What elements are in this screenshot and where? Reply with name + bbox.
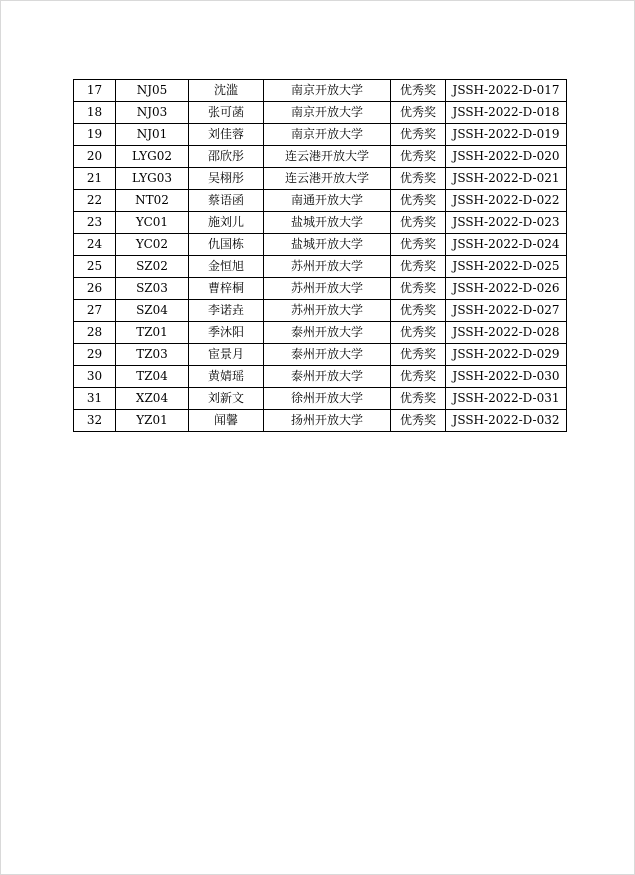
cell-no: 27: [74, 300, 116, 322]
cell-cert: JSSH-2022-D-026: [446, 278, 567, 300]
cell-award: 优秀奖: [391, 234, 446, 256]
cell-award: 优秀奖: [391, 102, 446, 124]
cell-award: 优秀奖: [391, 278, 446, 300]
cell-name: 刘新文: [189, 388, 264, 410]
cell-school: 泰州开放大学: [264, 322, 391, 344]
cell-school: 连云港开放大学: [264, 168, 391, 190]
cell-cert: JSSH-2022-D-032: [446, 410, 567, 432]
cell-code: YZ01: [116, 410, 189, 432]
cell-cert: JSSH-2022-D-017: [446, 80, 567, 102]
table-row: [74, 256, 567, 278]
table-row: [74, 212, 567, 234]
cell-award: 优秀奖: [391, 388, 446, 410]
cell-no: 25: [74, 256, 116, 278]
cell-school: 盐城开放大学: [264, 212, 391, 234]
cell-name: 施刘儿: [189, 212, 264, 234]
table-row: [74, 80, 567, 102]
cell-code: SZ04: [116, 300, 189, 322]
table-row: [74, 388, 567, 410]
table-row: [74, 124, 567, 146]
cell-school: 南京开放大学: [264, 80, 391, 102]
cell-cert: JSSH-2022-D-027: [446, 300, 567, 322]
cell-award: 优秀奖: [391, 80, 446, 102]
cell-code: NJ01: [116, 124, 189, 146]
award-table: [73, 79, 567, 432]
cell-code: SZ02: [116, 256, 189, 278]
cell-code: YC02: [116, 234, 189, 256]
cell-cert: JSSH-2022-D-028: [446, 322, 567, 344]
cell-name: 沈滥: [189, 80, 264, 102]
cell-code: LYG03: [116, 168, 189, 190]
cell-award: 优秀奖: [391, 300, 446, 322]
table-row: [74, 190, 567, 212]
cell-award: 优秀奖: [391, 146, 446, 168]
cell-award: 优秀奖: [391, 410, 446, 432]
cell-award: 优秀奖: [391, 344, 446, 366]
cell-school: 泰州开放大学: [264, 344, 391, 366]
cell-cert: JSSH-2022-D-031: [446, 388, 567, 410]
cell-name: 邵欣彤: [189, 146, 264, 168]
table-row: [74, 322, 567, 344]
table-row: [74, 366, 567, 388]
cell-no: 20: [74, 146, 116, 168]
cell-no: 29: [74, 344, 116, 366]
cell-award: 优秀奖: [391, 190, 446, 212]
table-row: [74, 410, 567, 432]
cell-no: 18: [74, 102, 116, 124]
cell-code: NT02: [116, 190, 189, 212]
cell-code: XZ04: [116, 388, 189, 410]
cell-school: 南通开放大学: [264, 190, 391, 212]
cell-cert: JSSH-2022-D-023: [446, 212, 567, 234]
cell-code: YC01: [116, 212, 189, 234]
cell-name: 刘佳蓉: [189, 124, 264, 146]
cell-cert: JSSH-2022-D-020: [446, 146, 567, 168]
cell-award: 优秀奖: [391, 366, 446, 388]
cell-cert: JSSH-2022-D-018: [446, 102, 567, 124]
cell-no: 28: [74, 322, 116, 344]
award-table-body: [74, 80, 567, 432]
cell-cert: JSSH-2022-D-021: [446, 168, 567, 190]
cell-name: 吴栩彤: [189, 168, 264, 190]
cell-name: 季沐阳: [189, 322, 264, 344]
cell-name: 蔡语函: [189, 190, 264, 212]
cell-name: 李诺垚: [189, 300, 264, 322]
cell-code: TZ01: [116, 322, 189, 344]
cell-no: 17: [74, 80, 116, 102]
cell-name: 张可菡: [189, 102, 264, 124]
cell-code: SZ03: [116, 278, 189, 300]
cell-cert: JSSH-2022-D-019: [446, 124, 567, 146]
cell-no: 23: [74, 212, 116, 234]
cell-name: 曹梓桐: [189, 278, 264, 300]
cell-cert: JSSH-2022-D-024: [446, 234, 567, 256]
cell-cert: JSSH-2022-D-022: [446, 190, 567, 212]
cell-school: 苏州开放大学: [264, 300, 391, 322]
cell-school: 盐城开放大学: [264, 234, 391, 256]
cell-cert: JSSH-2022-D-030: [446, 366, 567, 388]
cell-award: 优秀奖: [391, 168, 446, 190]
cell-no: 26: [74, 278, 116, 300]
cell-name: 仇国栋: [189, 234, 264, 256]
cell-no: 22: [74, 190, 116, 212]
table-row: [74, 146, 567, 168]
cell-award: 优秀奖: [391, 124, 446, 146]
cell-no: 19: [74, 124, 116, 146]
cell-name: 宦景月: [189, 344, 264, 366]
table-row: [74, 344, 567, 366]
table-row: [74, 278, 567, 300]
cell-code: NJ03: [116, 102, 189, 124]
cell-code: TZ03: [116, 344, 189, 366]
table-row: [74, 102, 567, 124]
table-row: [74, 234, 567, 256]
cell-cert: JSSH-2022-D-029: [446, 344, 567, 366]
cell-name: 黄婧瑶: [189, 366, 264, 388]
cell-no: 31: [74, 388, 116, 410]
cell-code: NJ05: [116, 80, 189, 102]
cell-cert: JSSH-2022-D-025: [446, 256, 567, 278]
cell-school: 苏州开放大学: [264, 256, 391, 278]
cell-name: 金恒旭: [189, 256, 264, 278]
table-row: [74, 300, 567, 322]
cell-school: 南京开放大学: [264, 102, 391, 124]
cell-no: 32: [74, 410, 116, 432]
cell-award: 优秀奖: [391, 256, 446, 278]
cell-no: 21: [74, 168, 116, 190]
table-row: [74, 168, 567, 190]
cell-school: 南京开放大学: [264, 124, 391, 146]
cell-no: 30: [74, 366, 116, 388]
cell-name: 闻馨: [189, 410, 264, 432]
cell-school: 苏州开放大学: [264, 278, 391, 300]
cell-school: 扬州开放大学: [264, 410, 391, 432]
cell-code: TZ04: [116, 366, 189, 388]
cell-no: 24: [74, 234, 116, 256]
cell-award: 优秀奖: [391, 322, 446, 344]
cell-school: 连云港开放大学: [264, 146, 391, 168]
cell-school: 泰州开放大学: [264, 366, 391, 388]
cell-school: 徐州开放大学: [264, 388, 391, 410]
cell-code: LYG02: [116, 146, 189, 168]
cell-award: 优秀奖: [391, 212, 446, 234]
